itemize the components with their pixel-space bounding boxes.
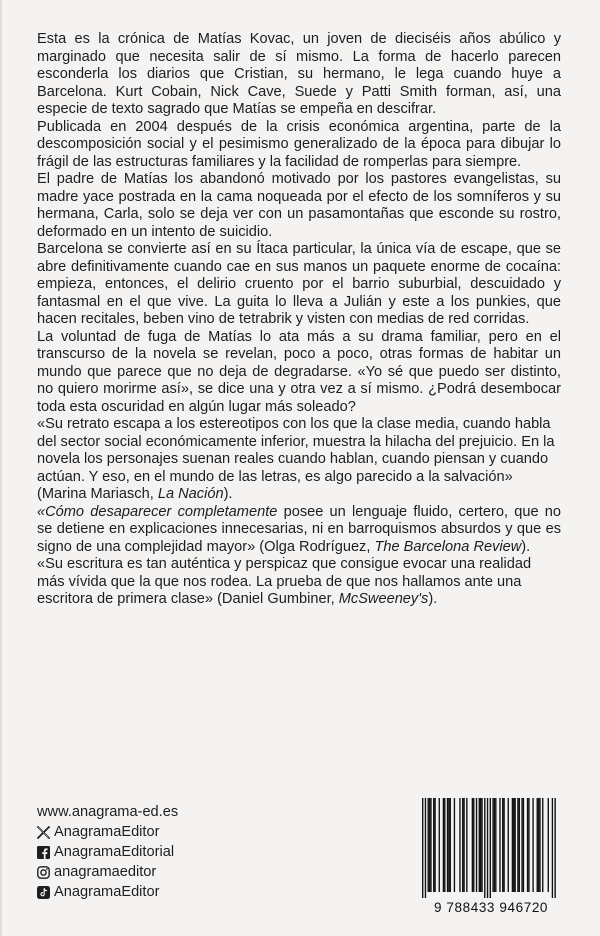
barcode-bar bbox=[527, 798, 528, 892]
barcode-bar bbox=[495, 798, 496, 892]
barcode-bar bbox=[429, 798, 430, 892]
barcode-bar bbox=[492, 798, 493, 892]
barcode-bar bbox=[443, 798, 444, 892]
barcode-bar bbox=[484, 798, 485, 898]
review-quote-2-source: The Barcelona Review bbox=[374, 538, 522, 555]
synopsis-paragraph-2: Publicada en 2004 después de la crisis económica argentina, parte de la descomposición social y el pesimismo generalizado de la época para dibujar lo frágil de las estructuras familiares y la facilidad de romperlas para siempre. bbox=[37, 118, 561, 170]
review-quote-2-end: ). bbox=[521, 538, 531, 555]
barcode-bar bbox=[519, 798, 520, 892]
barcode-bar bbox=[459, 798, 460, 892]
tiktok-icon bbox=[37, 886, 50, 899]
review-quote-1-source: La Nación bbox=[157, 486, 224, 502]
back-cover-blurb bbox=[37, 31, 561, 609]
review-quote-3 bbox=[37, 556, 561, 609]
x-handle: AnagramaEditor bbox=[54, 824, 160, 840]
review-quote-3-text: «Su escritura es tan auténtica y perspicaz que consigue evocar una realidad más vívida que la que nos rodea. La prueba de que nos hallamos ante una escritora de primera clase» (Daniel Gumbiner, bbox=[37, 556, 532, 607]
barcode-bar bbox=[513, 798, 514, 892]
barcode-bar bbox=[532, 798, 533, 892]
barcode-bar bbox=[462, 798, 463, 892]
barcode-bar bbox=[521, 798, 522, 892]
barcode-bar bbox=[502, 798, 503, 892]
review-quote-2 bbox=[37, 504, 561, 557]
barcode-bar bbox=[425, 798, 426, 898]
barcode-bar bbox=[473, 798, 474, 892]
review-quote-1 bbox=[37, 416, 561, 504]
barcode-bar bbox=[428, 798, 429, 892]
barcode-bar bbox=[517, 798, 518, 892]
barcode-bar bbox=[554, 798, 555, 898]
instagram-icon bbox=[37, 866, 50, 879]
tiktok-handle: AnagramaEditor bbox=[54, 884, 160, 900]
barcode-bar bbox=[542, 798, 543, 892]
isbn-barcode bbox=[418, 798, 564, 916]
synopsis-paragraph-1: Esta es la crónica de Matías Kovac, un joven de dieciséis años abúlico y marginado que necesita salir de sí mismo. La forma de hacerlo parecen esconderla los diarios que Cristian, su hermano, le lega cuando huye a Barcelona. Kurt Cobain, Nick Cave, Suede y Patti Smith forman, así, una especie de texto sagrado que Matías se empeña en descifrar. bbox=[37, 31, 561, 117]
barcode-bar bbox=[528, 798, 529, 892]
barcode-bar bbox=[454, 798, 455, 892]
barcode-bar bbox=[503, 798, 504, 892]
barcode-bar bbox=[523, 798, 524, 892]
barcode-bar bbox=[422, 798, 423, 898]
review-quote-1-text: «Su retrato escapa a los estereotipos con los que la clase media, cuando habla del sector social económicamente inferior, muestra la hilacha del prejuicio. En la novela los personajes suenan reales cuando hablan, cuando piensan y cuando actúan. Y eso, en el mundo de las letras, es algo parecido a la salvación» (Marina Mariasch, bbox=[37, 416, 555, 502]
synopsis-paragraph-4: Barcelona se convierte así en su Ítaca particular, la única vía de escape, que se abre definitivamente cuando cae en sus manos un paquete enorme de cocaína: empieza, entonces, el delirio cruento por el barrio suburbial, descuidado y fantasmal en el que vive. La guita lo lleva a Julián y este a los punkies, que hacen recitales, beben vino de tetrabrik y visten con medias de red corridas. bbox=[37, 241, 561, 327]
barcode-bar bbox=[487, 798, 488, 898]
barcode-bar bbox=[448, 798, 449, 892]
barcode-bar bbox=[463, 798, 464, 892]
barcode-bar bbox=[508, 798, 509, 892]
barcode-bar bbox=[494, 798, 495, 892]
barcode-bar bbox=[479, 798, 480, 892]
facebook-icon bbox=[37, 846, 50, 859]
instagram-row bbox=[37, 862, 178, 882]
synopsis-paragraph-3: El padre de Matías los abandonó motivado por los pastores evangelistas, su madre yace postrada en la cama noqueada por el efecto de los somníferos y su hermana, Carla, solo se deja ver con un pasamontañas que esconde su rostro, deformado en un intento de suicidio. bbox=[37, 171, 561, 240]
barcode-bar bbox=[538, 798, 539, 892]
barcode-bar bbox=[447, 798, 448, 892]
website-row bbox=[37, 802, 178, 822]
barcode-bar bbox=[466, 798, 467, 892]
facebook-row bbox=[37, 842, 178, 862]
barcode-bar bbox=[430, 798, 431, 892]
page-edge bbox=[0, 0, 3, 936]
isbn-number: 9 788433 946720 bbox=[433, 900, 549, 915]
barcode-bar bbox=[434, 798, 435, 892]
review-quote-1-end: ). bbox=[223, 486, 233, 502]
barcode-bar bbox=[552, 798, 553, 898]
barcode-bar bbox=[481, 798, 482, 892]
publisher-contacts bbox=[37, 802, 178, 902]
review-quote-3-end: ). bbox=[428, 591, 438, 607]
barcode-bar bbox=[476, 798, 477, 892]
barcode-bar bbox=[472, 798, 473, 892]
tiktok-row bbox=[37, 882, 178, 902]
barcode-bar bbox=[539, 798, 540, 892]
review-quote-3-source: McSweeney's bbox=[338, 591, 429, 607]
review-quote-2-text: posee un lenguaje fluido, certero, que no se detiene en explicaciones innecesarias, ni en barroquismos absurdos y que es signo de una complejidad mayor» (Olga Rodríguez, bbox=[37, 503, 562, 555]
website-link: www.anagrama-ed.es bbox=[37, 804, 179, 820]
barcode-bar bbox=[499, 798, 500, 892]
barcode-bars bbox=[418, 798, 564, 898]
barcode-bar bbox=[439, 798, 440, 892]
barcode-bar bbox=[480, 798, 481, 892]
review-quote-2-title: «Cómo desaparecer completamente bbox=[37, 503, 278, 520]
x-row bbox=[37, 822, 178, 842]
barcode-bar bbox=[512, 798, 513, 892]
barcode-bar bbox=[537, 798, 538, 892]
barcode-bar bbox=[514, 798, 515, 892]
barcode-bar bbox=[548, 798, 549, 892]
facebook-handle: AnagramaEditorial bbox=[54, 844, 175, 860]
barcode-bar bbox=[490, 798, 491, 898]
x-logo-icon bbox=[37, 826, 50, 839]
synopsis-paragraph-5: La voluntad de fuga de Matías lo ata más a su drama familiar, pero en el transcurso de la novela se revelan, poco a poco, otras formas de habitar un mundo que parece que no deja de degradarse. «Yo sé que puedo ser distinto, no quiero morirme así», se dice una y otra vez a sí mismo. ¿Podrá desembocar toda esta oscuridad en algún lugar más soleado? bbox=[37, 328, 561, 415]
barcode-bar bbox=[444, 798, 445, 892]
barcode-bar bbox=[450, 798, 451, 892]
instagram-handle: anagramaeditor bbox=[54, 864, 157, 880]
barcode-bar bbox=[433, 798, 434, 892]
